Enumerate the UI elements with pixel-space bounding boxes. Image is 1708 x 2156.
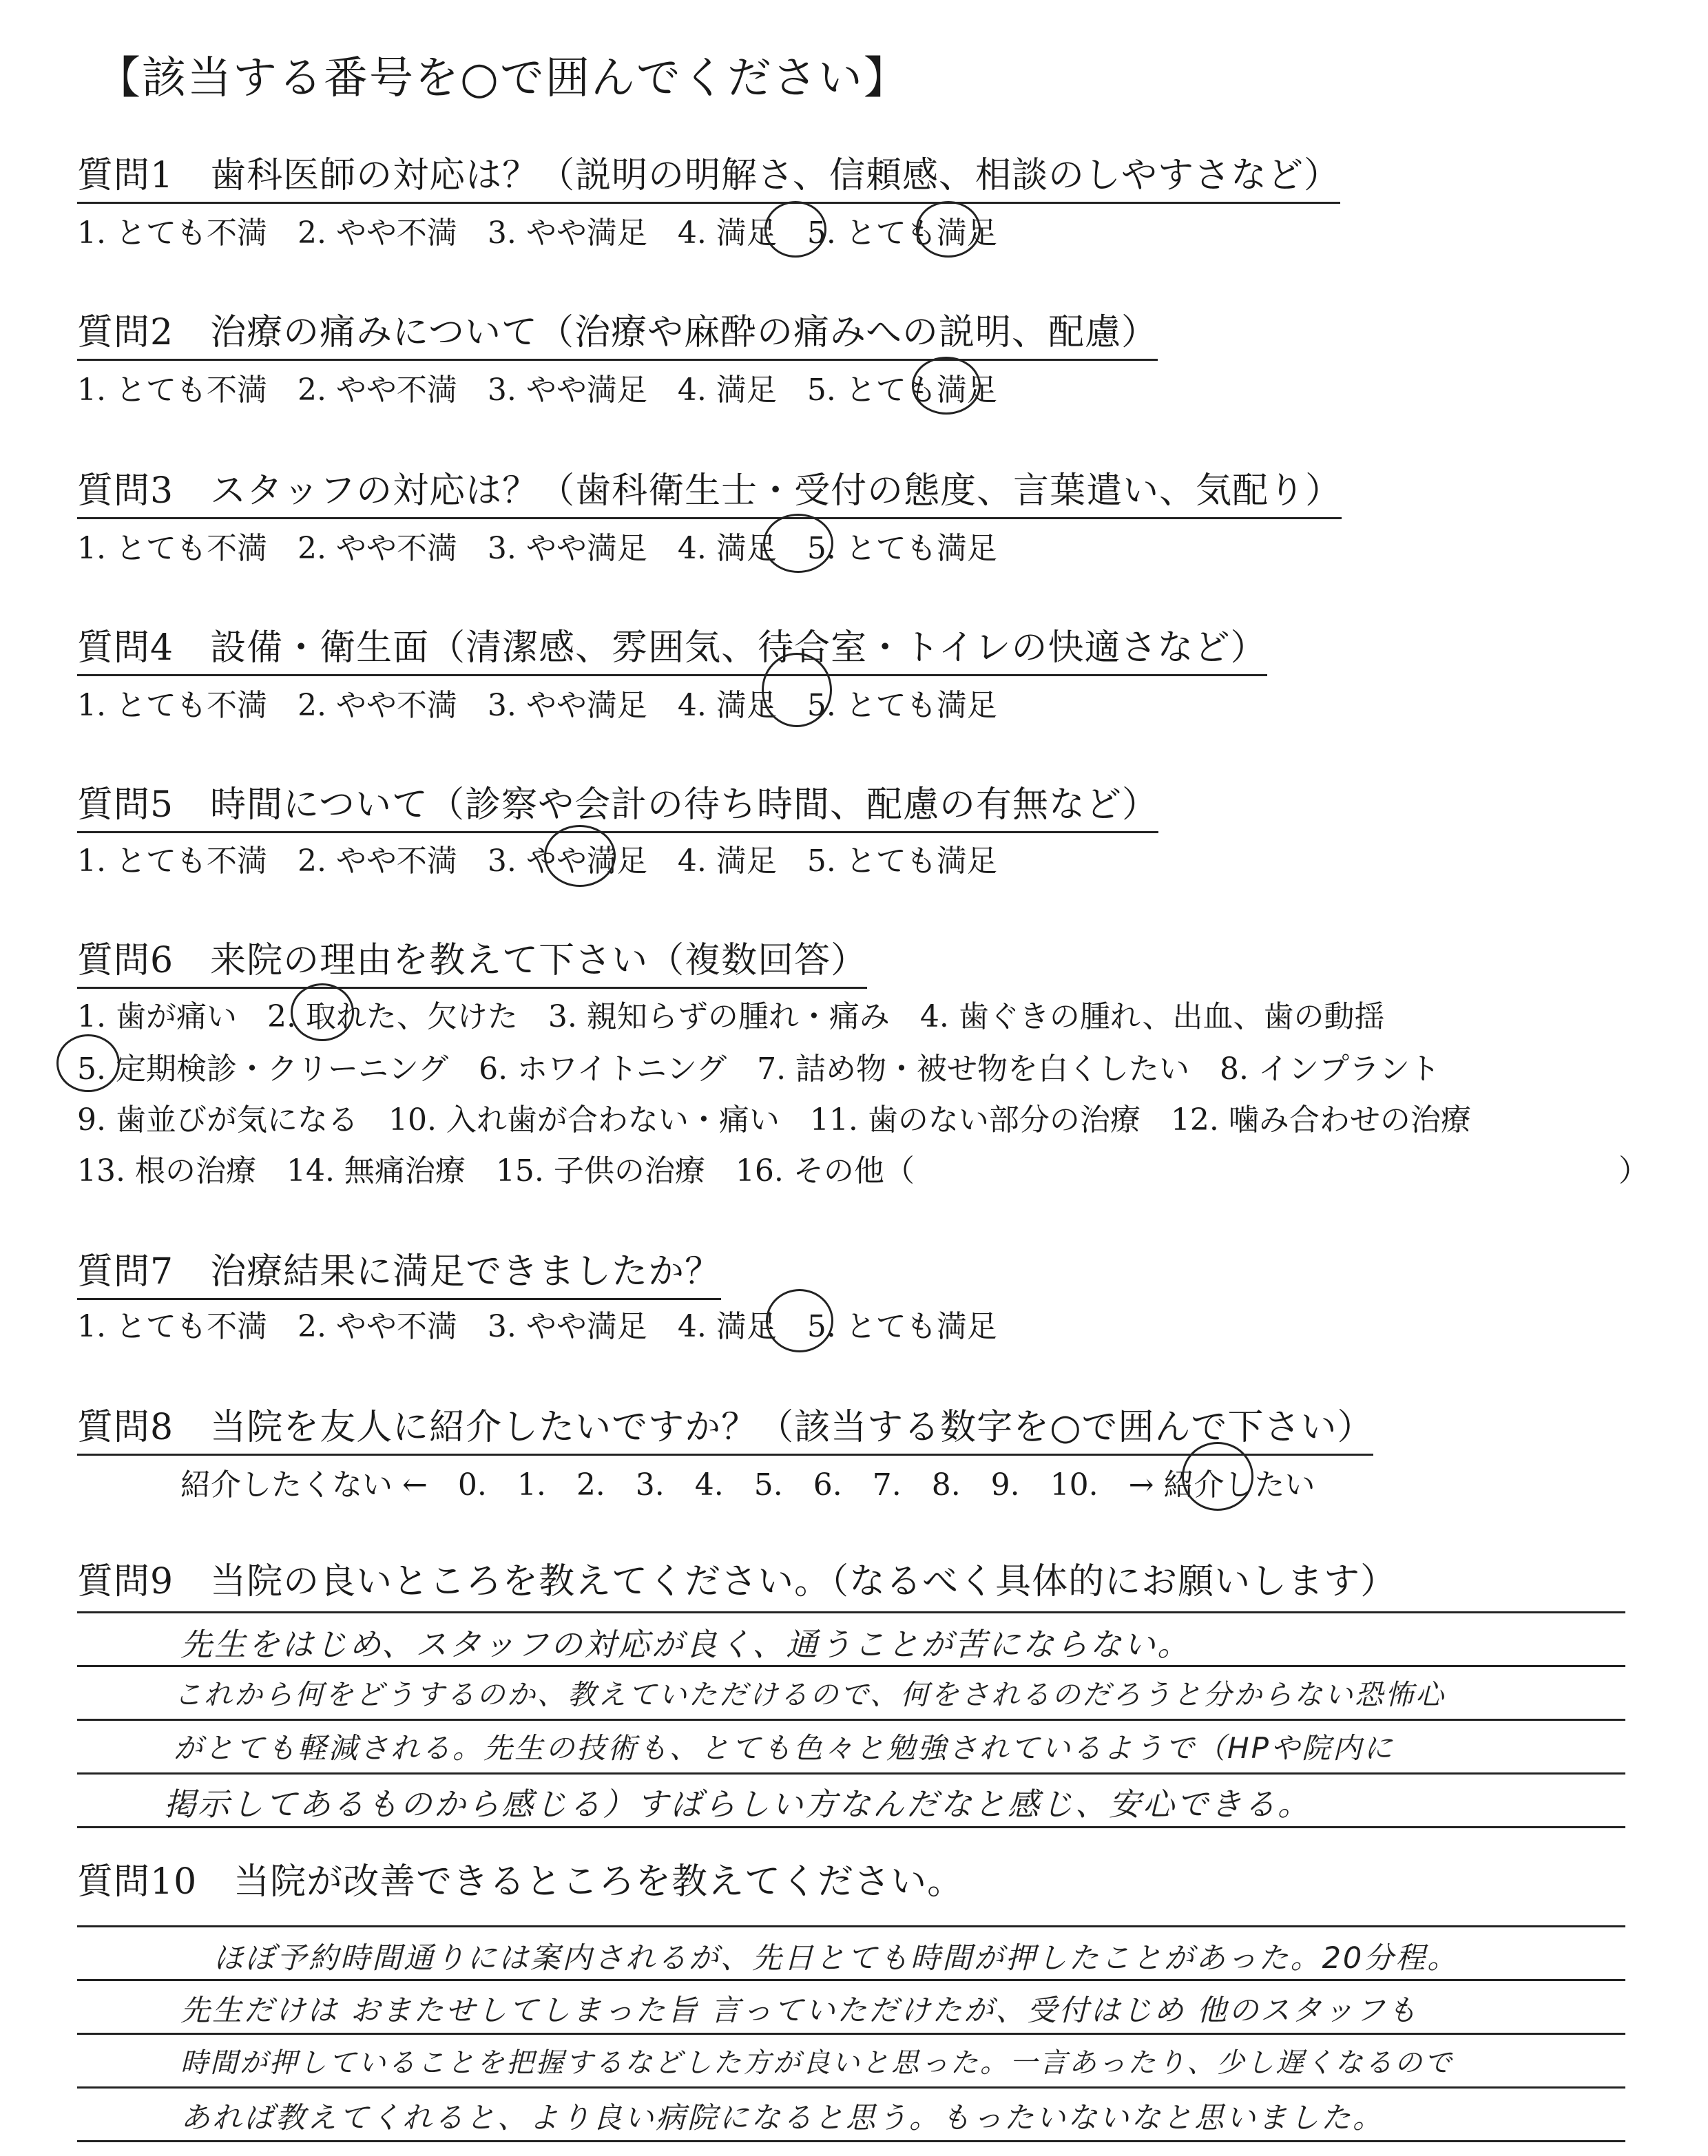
question-1-title: 質問1 歯科医師の対応は？（説明の明解さ、信頼感、相談のしやすさなど） — [77, 146, 1340, 204]
answer-circle-q3-4[interactable] — [763, 514, 833, 573]
question-10-answer-line: ほぼ予約時間通りには案内されるが、先日とても時間が押したことがあった。20分程。 — [214, 1941, 1459, 1976]
question-6-line-4: 13. 根の治療 14. 無痛治療 15. 子供の治療 16. その他（ — [77, 1153, 915, 1189]
question-6-line-1: 1. 歯が痛い 2. 取れた、欠けた 3. 親知らずの腫れ・痛み 4. 歯ぐきの腫れ、出血、歯の動揺 — [77, 999, 1385, 1034]
answer-circle-q6-2[interactable] — [291, 983, 354, 1041]
answer-line — [77, 1665, 1625, 1667]
answer-circle-q7-4[interactable] — [766, 1289, 833, 1352]
answer-line — [77, 1979, 1625, 1981]
question-5-title: 質問5 時間について（診察や会計の待ち時間、配慮の有無など） — [77, 775, 1158, 833]
answer-line — [77, 1925, 1625, 1927]
question-1-options: 1. とても不満 2. やや不満 3. やや満足 4. 満足 5. とても満足 — [77, 216, 997, 251]
question-6-other-close-paren: ） — [1618, 1153, 1649, 1189]
question-9-answer-line: これから何をどうするのか、教えていただけるので、何をされるのだろうと分からない恐怖心 — [174, 1678, 1446, 1711]
question-10-title: 質問10 当院が改善できるところを教えてください。 — [77, 1861, 964, 1903]
question-4-options: 1. とても不満 2. やや不満 3. やや満足 4. 満足 5. とても満足 — [77, 688, 997, 723]
question-4-title: 質問4 設備・衛生面（清潔感、雰囲気、待合室・トイレの快適さなど） — [77, 618, 1267, 676]
question-7-title: 質問7 治療結果に満足できましたか？ — [77, 1242, 721, 1300]
answer-line — [77, 1826, 1625, 1828]
answer-circle-q5-3[interactable] — [544, 825, 616, 887]
answer-line — [77, 1719, 1625, 1721]
question-10-answer-line: 時間が押していることを把握するなどした方が良いと思った。一言あったり、少し遅くなるので — [180, 2047, 1454, 2079]
question-10-answer-line: 先生だけは おまたせしてしまった旨 言っていただけたが、受付はじめ 他のスタッフも — [180, 1993, 1419, 2028]
page-title: 【該当する番号を○で囲んでください】 — [96, 53, 909, 104]
question-5-options: 1. とても不満 2. やや不満 3. やや満足 4. 満足 5. とても満足 — [77, 844, 997, 879]
question-2-title: 質問2 治療の痛みについて（治療や麻酔の痛みへの説明、配慮） — [77, 303, 1158, 361]
answer-circle-q8-10[interactable] — [1182, 1442, 1253, 1511]
question-3-title: 質問3 スタッフの対応は？（歯科衛生士・受付の態度、言葉遣い、気配り） — [77, 461, 1342, 519]
question-10-answer-line: あれば教えてくれると、より良い病院になると思う。もったいないなと思いました。 — [180, 2101, 1384, 2135]
answer-line — [77, 2033, 1625, 2035]
answer-line — [77, 2086, 1625, 2089]
question-2-options: 1. とても不満 2. やや不満 3. やや満足 4. 満足 5. とても満足 — [77, 373, 997, 408]
answer-circle-q1-4[interactable] — [764, 201, 826, 258]
question-8-scale: 紹介したくない ← 0. 1. 2. 3. 4. 5. 6. 7. 8. 9. 10. → 紹介したい — [180, 1467, 1315, 1503]
question-3-options: 1. とても不満 2. やや不満 3. やや満足 4. 満足 5. とても満足 — [77, 531, 997, 566]
question-6-line-2: 5. 定期検診・クリーニング 6. ホワイトニング 7. 詰め物・被せ物を白くしたい 8. インプラント — [77, 1051, 1441, 1087]
question-9-answer-line: 先生をはじめ、スタッフの対応が良く、通うことが苦にならない。 — [180, 1626, 1191, 1663]
answer-circle-q6-5[interactable] — [56, 1034, 120, 1092]
answer-line — [77, 2140, 1625, 2142]
question-6-line-3: 9. 歯並びが気になる 10. 入れ歯が合わない・痛い 11. 歯のない部分の治療 12. 噛み合わせの治療 — [77, 1102, 1471, 1138]
question-9-answer-line: がとても軽減される。先生の技術も、とても色々と勉強されているようで（HPや院内に — [174, 1731, 1395, 1765]
question-8-title: 質問8 当院を友人に紹介したいですか？（該当する数字を○で囲んで下さい） — [77, 1398, 1373, 1456]
question-9-answer-line: 掲示してあるものから感じる）すばらしい方なんだなと感じ、安心できる。 — [164, 1786, 1311, 1823]
answer-circle-q1-5[interactable] — [916, 201, 981, 258]
answer-line — [77, 1772, 1625, 1775]
answer-line — [77, 1611, 1625, 1613]
question-6-title: 質問6 来院の理由を教えて下さい（複数回答） — [77, 931, 867, 989]
answer-circle-q2-5[interactable] — [912, 357, 981, 415]
question-7-options: 1. とても不満 2. やや不満 3. やや満足 4. 満足 5. とても満足 — [77, 1309, 997, 1344]
answer-circle-q4-4[interactable] — [762, 653, 832, 727]
question-9-title: 質問9 当院の良いところを教えてください。（なるべく具体的にお願いします） — [77, 1561, 1397, 1602]
